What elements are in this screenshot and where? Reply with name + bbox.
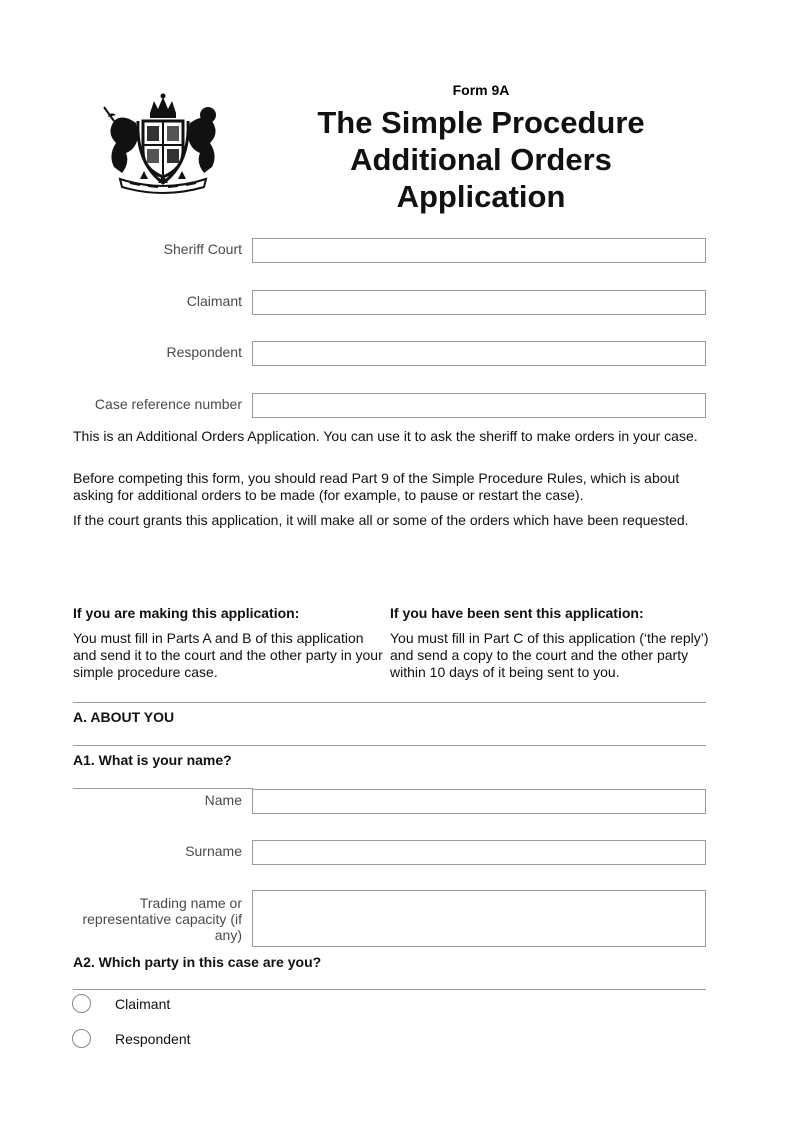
name-label: Name bbox=[204, 792, 242, 808]
sheriff-court-label: Sheriff Court bbox=[163, 241, 242, 257]
claimant-radio-label: Claimant bbox=[115, 996, 171, 1012]
divider bbox=[73, 788, 253, 789]
case-reference-label: Case reference number bbox=[94, 396, 242, 412]
divider bbox=[73, 702, 706, 703]
sent-application-text: You must fill in Part C of this application (‘the reply’) and send a copy to the court and the other party within 10 days of it being sent to you. bbox=[390, 630, 709, 680]
claimant-field[interactable] bbox=[252, 290, 706, 315]
making-application-text: You must fill in Parts A and B of this application and send it to the court and the other party in your simple procedure case. bbox=[73, 630, 383, 680]
intro-paragraph-2: Before competing this form, you should read Part 9 of the Simple Procedure Rules, which is about asking for additional orders to be made (for example, to pause or restart the case). bbox=[73, 470, 680, 503]
name-field[interactable] bbox=[252, 789, 706, 814]
respondent-field[interactable] bbox=[252, 341, 706, 366]
form-title bbox=[290, 104, 672, 215]
case-reference-field[interactable] bbox=[252, 393, 706, 418]
claimant-radio[interactable] bbox=[72, 994, 91, 1013]
a2-question: A2. Which party in this case are you? bbox=[73, 954, 322, 970]
intro-paragraph-1: This is an Additional Orders Application. You can use it to ask the sheriff to make orders in your case. bbox=[73, 428, 698, 444]
section-a-title: A. ABOUT YOU bbox=[73, 709, 175, 725]
intro-paragraph-3: If the court grants this application, it will make all or some of the orders which have been requested. bbox=[73, 512, 689, 528]
royal-coat-of-arms-icon bbox=[100, 93, 226, 197]
respondent-radio[interactable] bbox=[72, 1029, 91, 1048]
divider bbox=[73, 989, 706, 990]
surname-label: Surname bbox=[185, 843, 242, 859]
sent-application-heading: If you have been sent this application: bbox=[390, 605, 644, 621]
form-title-line-2: Additional Orders bbox=[350, 142, 612, 177]
trading-name-field[interactable] bbox=[252, 890, 706, 947]
divider bbox=[73, 745, 706, 746]
form-title-line-1: The Simple Procedure bbox=[317, 105, 645, 140]
respondent-radio-label: Respondent bbox=[115, 1031, 191, 1047]
sheriff-court-field[interactable] bbox=[252, 238, 706, 263]
trading-name-label: Trading name or representative capacity (if any) bbox=[82, 895, 242, 943]
surname-field[interactable] bbox=[252, 840, 706, 865]
a1-question: A1. What is your name? bbox=[73, 752, 232, 768]
form-title-line-3: Application bbox=[396, 179, 566, 214]
making-application-heading: If you are making this application: bbox=[73, 605, 300, 621]
form-number: Form 9A bbox=[452, 82, 510, 98]
respondent-label: Respondent bbox=[166, 344, 242, 360]
claimant-label: Claimant bbox=[186, 293, 242, 309]
